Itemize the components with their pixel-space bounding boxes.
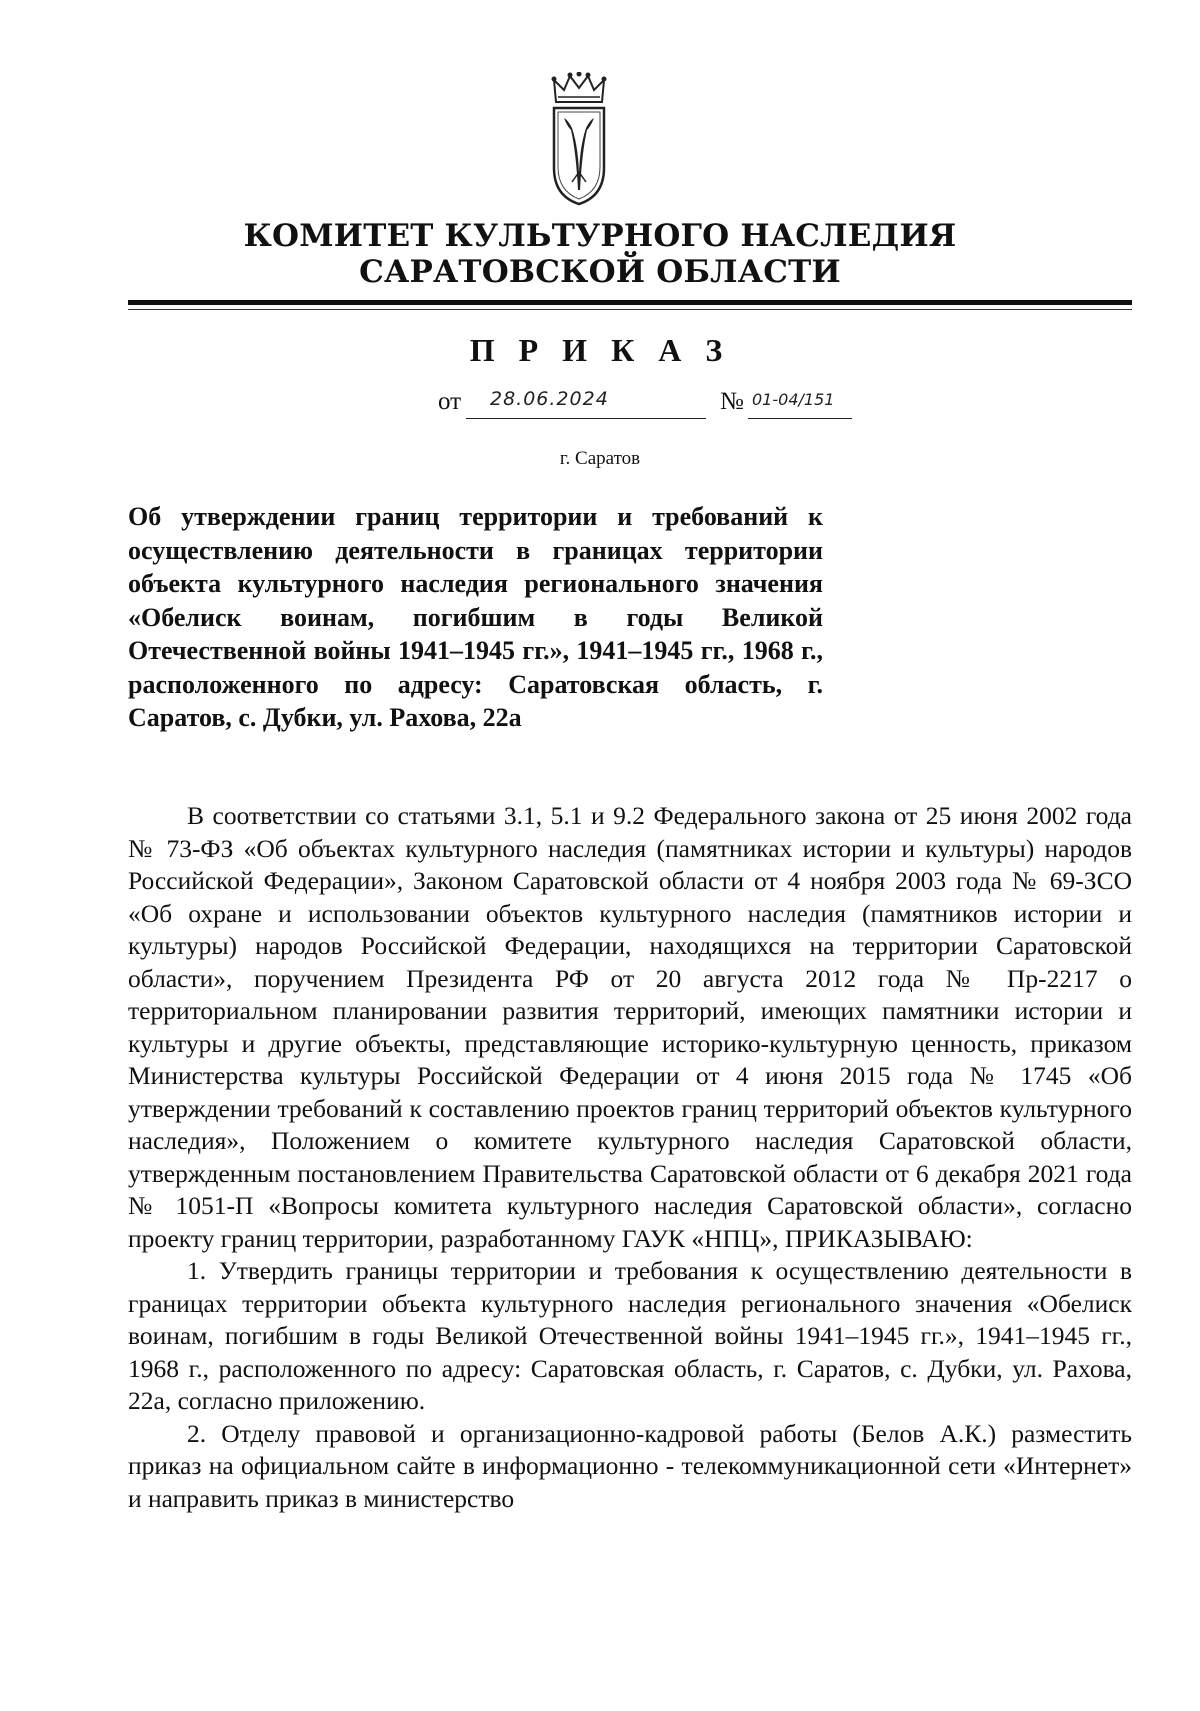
header-divider-thick xyxy=(128,300,1132,305)
order-date: 28.06.2024 xyxy=(490,388,609,410)
date-underline xyxy=(466,418,706,419)
header-divider-thin xyxy=(128,309,1132,310)
order-title: Об утверждении границ территории и требований к осуществлению деятельности в границах территории объекта культурного наследия регионального значения «Обелиск воинам, погибшим в годы Великой Отечественной войны 1941–1945 гг.», 1941–1945 гг., 1968 г., расположенного по адресу: Саратовская область, г. Саратов, с. Дубки, ул. Рахова, 22а xyxy=(128,502,823,732)
order-number: 01-04/151 xyxy=(752,390,835,409)
order-body xyxy=(128,800,1132,1515)
org-name-line1: КОМИТЕТ КУЛЬТУРНОГО НАСЛЕДИЯ xyxy=(243,218,957,254)
org-name-line2: САРАТОВСКОЙ ОБЛАСТИ xyxy=(359,254,841,290)
order-item-1: 1. Утвердить границы территории и требования к осуществлению деятельности в границах территории объекта культурного наследия регионального значения «Обелиск воинам, погибшим в годы Великой Отечественной войны 1941–1945 гг.», 1941–1945 гг., 1968 г., расположенного по адресу: Саратовская область, г. Саратов, с. Дубки, ул. Рахова, 22а, согласно приложению. xyxy=(128,1256,1132,1415)
order-item-2: 2. Отделу правовой и организационно-кадровой работы (Белов А.К.) разместить приказ на официальном сайте в информационно - телекоммуникационной сети «Интернет» и направить приказ в министерство xyxy=(128,1418,1132,1513)
document-type: П Р И К А З xyxy=(469,332,731,368)
number-underline xyxy=(748,418,852,419)
order-city: г. Саратов xyxy=(559,448,641,469)
number-prefix: № xyxy=(720,388,744,415)
order-preamble: В соответствии со статьями 3.1, 5.1 и 9.2 Федерального закона от 25 июня 2002 года № 73-ФЗ «Об объектах культурного наследия (памятниках истории и культуры) народов Российской Федерации», Законом Саратовской области от 4 ноября 2003 года № 69-ЗСО «Об охране и использовании объектов культурного наследия (памятников истории и культуры) народов Российской Федерации, находящихся на территории Саратовской области», поручением Президента РФ от 20 августа 2012 года № Пр-2217 о территориальном планировании развития территорий, имеющих памятники истории и культуры и другие объекты, представляющие историко-культурную ценность, приказом Министерства культуры Российской Федерации от 4 июня 2015 года № 1745 «Об утверждении требований к составлению проектов границ территорий объектов культурного наследия», Положением о комитете культурного наследия Саратовской области, утвержденным постановлением Правительства Саратовской области от 6 декабря 2021 года № 1051-П «Вопросы комитета культурного наследия Саратовской области», согласно проекту границ территории, разработанному ГАУК «НПЦ», ПРИКАЗЫВАЮ: xyxy=(128,801,1132,1253)
date-prefix: от xyxy=(438,388,462,415)
saratov-coat-of-arms-icon xyxy=(550,72,608,206)
